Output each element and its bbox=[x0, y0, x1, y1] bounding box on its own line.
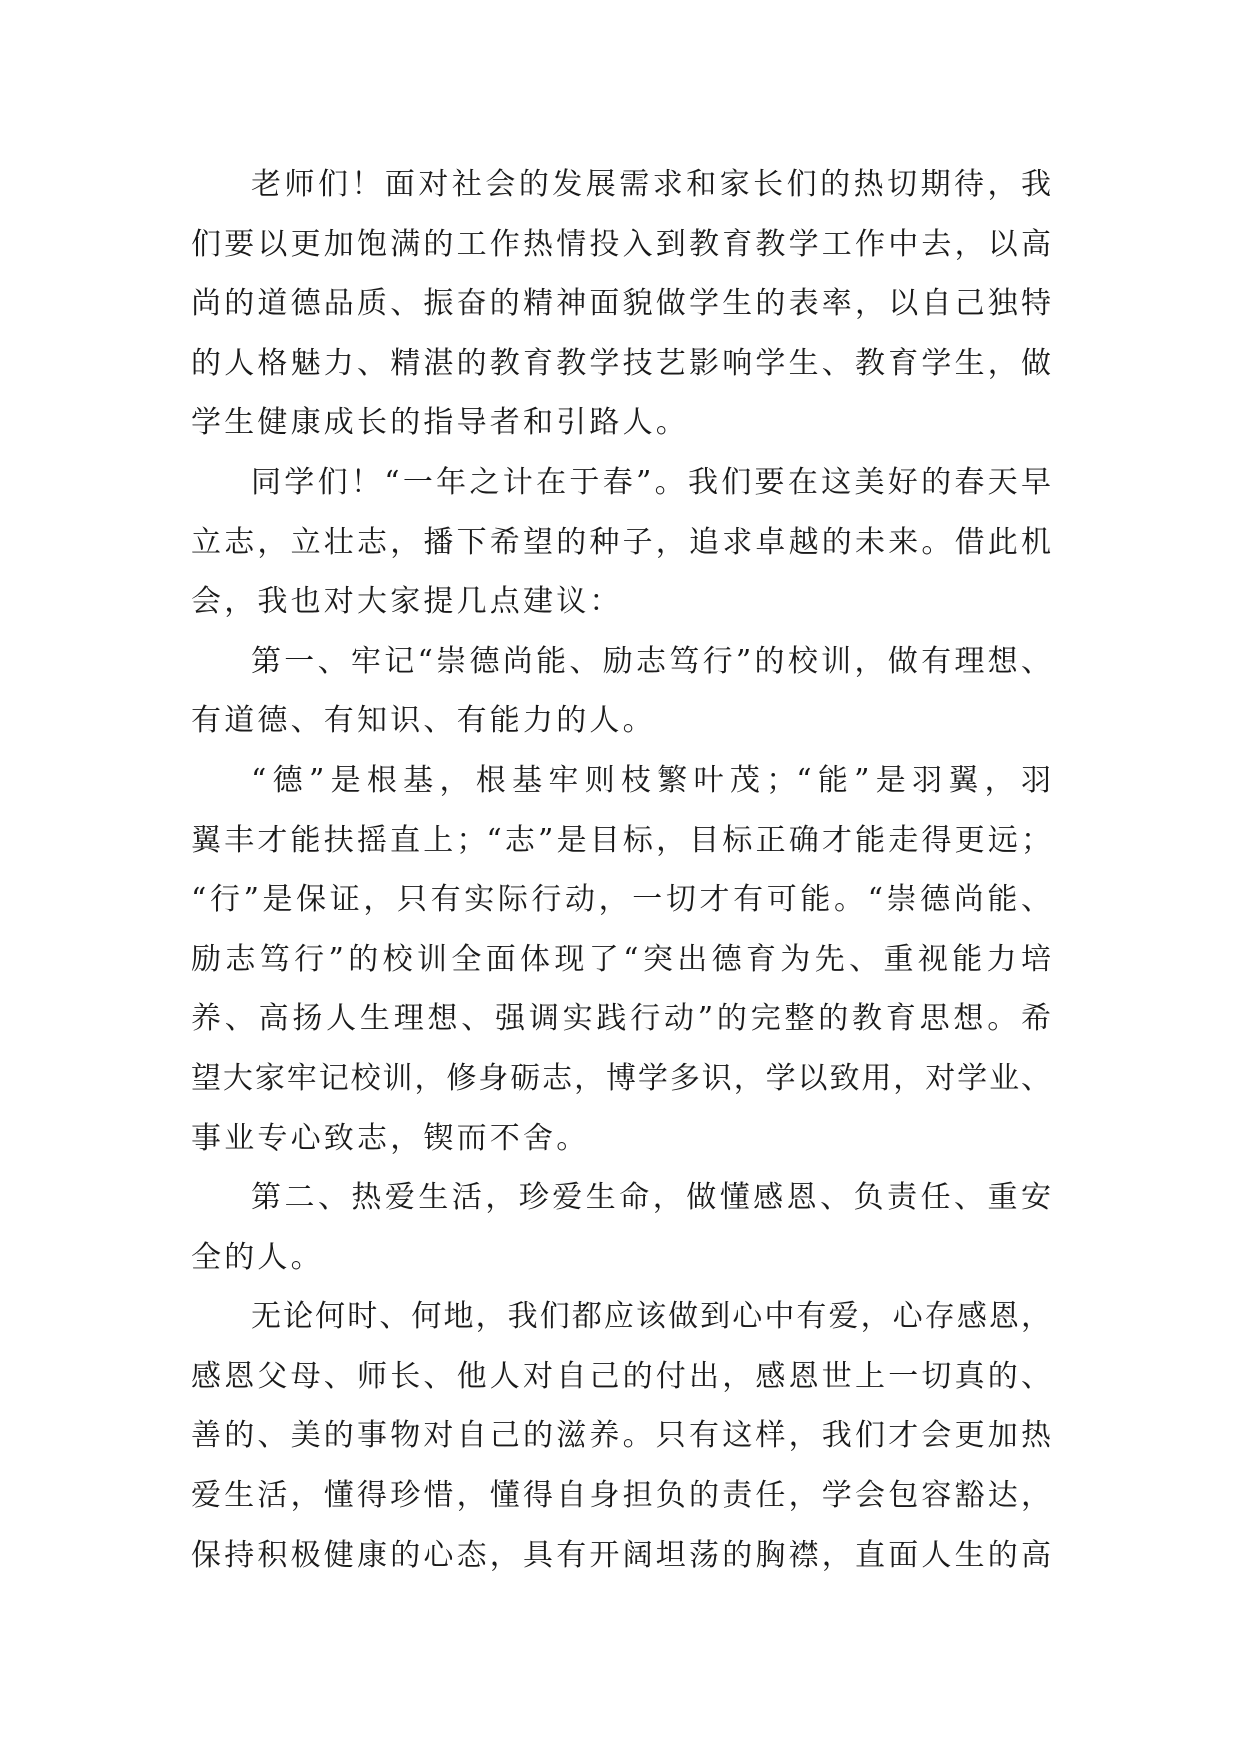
text-line: 学生健康成长的指导者和引路人。 bbox=[191, 405, 689, 441]
text-line: 第一、牢记“崇德尚能、励志笃行”的校训，做有理想、 bbox=[251, 643, 1051, 679]
text-line: 的人格魅力、精湛的教育教学技艺影响学生、教育学生，做 bbox=[191, 345, 1051, 381]
text-line: 全的人。 bbox=[191, 1239, 324, 1275]
text-line: 们要以更加饱满的工作热情投入到教育教学工作中去，以高 bbox=[191, 226, 1051, 262]
text-line: 无论何时、何地，我们都应该做到心中有爱，心存感恩， bbox=[251, 1299, 1051, 1335]
text-line: 第二、热爱生活，珍爱生命，做懂感恩、负责任、重安 bbox=[251, 1180, 1051, 1216]
text-line: 同学们！“一年之计在于春”。我们要在这美好的春天早 bbox=[251, 464, 1051, 500]
text-line: 保持积极健康的心态，具有开阔坦荡的胸襟，直面人生的高 bbox=[191, 1537, 1051, 1573]
text-line: 感恩父母、师长、他人对自己的付出，感恩世上一切真的、 bbox=[191, 1358, 1051, 1394]
document-body bbox=[191, 155, 1051, 1585]
text-line: 事业专心致志，锲而不舍。 bbox=[191, 1120, 590, 1156]
text-line: 励志笃行”的校训全面体现了“突出德育为先、重视能力培 bbox=[191, 941, 1051, 977]
text-line: 尚的道德品质、振奋的精神面貌做学生的表率，以自己独特 bbox=[191, 286, 1051, 322]
text-line: 会，我也对大家提几点建议： bbox=[191, 584, 623, 620]
text-line: 望大家牢记校训，修身砺志，博学多识，学以致用，对学业、 bbox=[191, 1060, 1051, 1096]
text-line: 善的、美的事物对自己的滋养。只有这样，我们才会更加热 bbox=[191, 1418, 1051, 1454]
text-line: 立志，立壮志，播下希望的种子，追求卓越的未来。借此机 bbox=[191, 524, 1051, 560]
text-line: 养、高扬人生理想、强调实践行动”的完整的教育思想。希 bbox=[191, 1001, 1051, 1037]
text-line: 翼丰才能扶摇直上；“志”是目标，目标正确才能走得更远； bbox=[191, 822, 1051, 858]
text-line: 老师们！面对社会的发展需求和家长们的热切期待，我 bbox=[251, 167, 1051, 202]
text-line: “行”是保证，只有实际行动，一切才有可能。“崇德尚能、 bbox=[191, 882, 1051, 918]
text-line: 爱生活，懂得珍惜，懂得自身担负的责任，学会包容豁达， bbox=[191, 1478, 1051, 1514]
text-line: 有道德、有知识、有能力的人。 bbox=[191, 703, 656, 739]
text-line: “德”是根基，根基牢则枝繁叶茂；“能”是羽翼，羽 bbox=[251, 762, 1051, 798]
